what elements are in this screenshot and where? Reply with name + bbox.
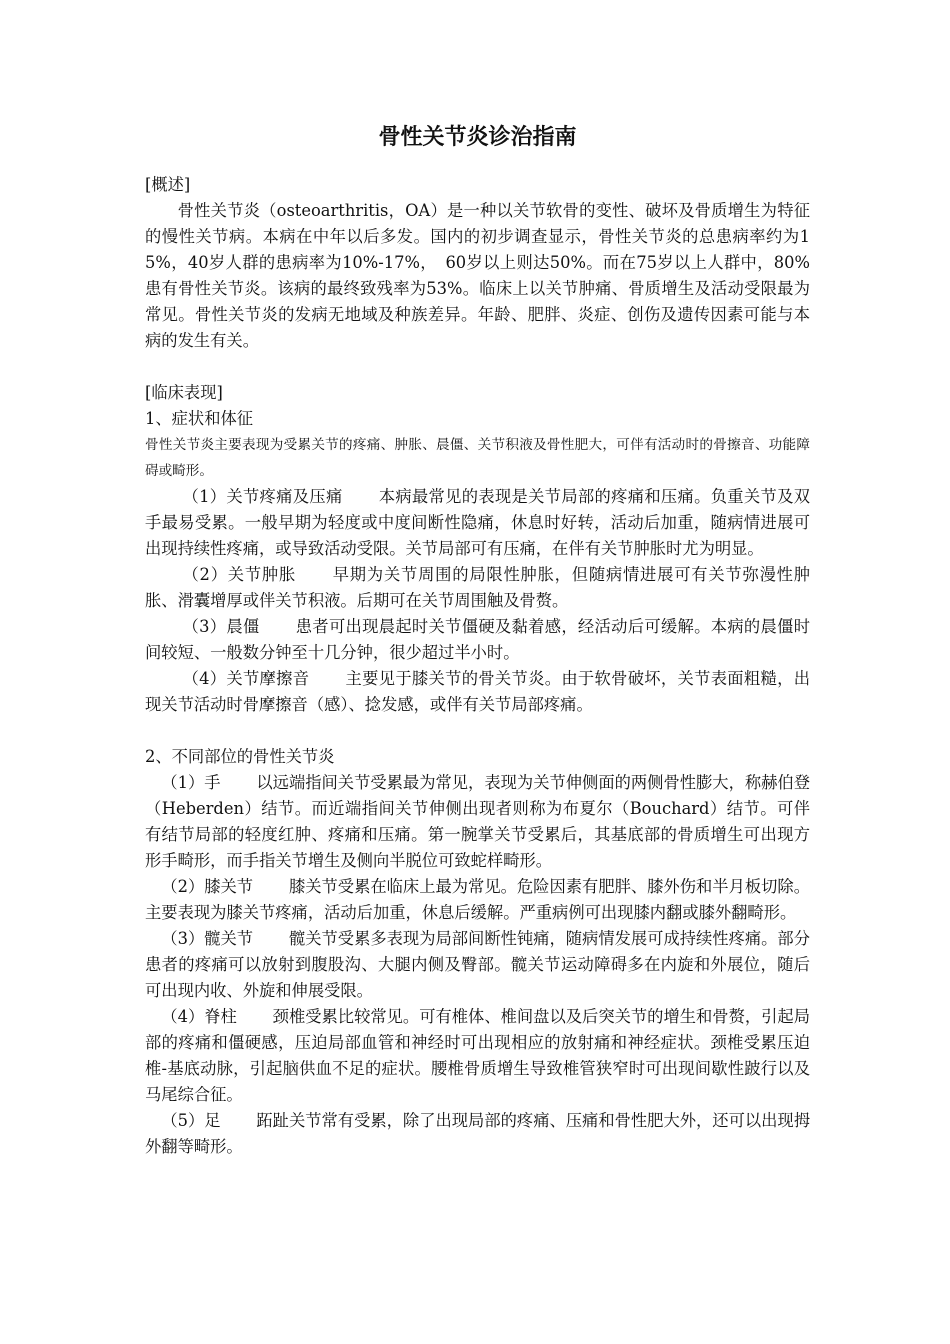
symptom-item-label: （2）关节肿胀: [182, 565, 297, 584]
symptom-item-label: （1）关节疼痛及压痛: [182, 487, 343, 506]
document-page: [145, 0, 810, 1344]
symptom-item: [145, 614, 810, 666]
symptom-item-text: 早期为关节周围的局限性肿胀，但随病情进展可有关节弥漫性肿胀、滑囊增厚或伴关节积液。后期可在关节周围触及骨赘。: [145, 565, 810, 610]
site-item: [145, 1004, 810, 1108]
site-item-text: 以远端指间关节受累最为常见，表现为关节伸侧面的两侧骨性膨大，称赫伯登（Heberden）结节。而近端指间关节伸侧出现者则称为布夏尔（Bouchard）结节。可伴有结节局部的轻度红肿、疼痛和压痛。第一腕掌关节受累后，其基底部的骨质增生可出现方形手畸形，而手指关节增生及侧向半脱位可致蛇样畸形。: [145, 773, 810, 870]
clinical-heading: [临床表现]: [145, 383, 223, 402]
site-item: [145, 770, 810, 874]
site-item-text: 跖趾关节常有受累，除了出现局部的疼痛、压痛和骨性肥大外，还可以出现拇外翻等畸形。: [145, 1111, 810, 1156]
symptom-item: [145, 562, 810, 614]
blank-line: [145, 718, 810, 744]
document-title: 骨性关节炎诊治指南: [378, 125, 577, 150]
section2-heading: 2、不同部位的骨性关节炎: [145, 747, 335, 766]
section1-intro: 骨性关节炎主要表现为受累关节的疼痛、肿胀、晨僵、关节积液及骨性肥大，可伴有活动时的骨擦音、功能障碍或畸形。: [145, 437, 810, 479]
site-item-label: （2）膝关节: [161, 877, 254, 896]
site-item-label: （5）足: [161, 1111, 221, 1130]
overview-heading: [概述]: [145, 175, 191, 194]
site-item-text: 髋关节受累多表现为局部间断性钝痛，随病情发展可成持续性疼痛。部分患者的疼痛可以放射到腹股沟、大腿内侧及臀部。髋关节运动障碍多在内旋和外展位，随后可出现内收、外旋和伸展受限。: [145, 929, 810, 1000]
site-item-label: （1）手: [161, 773, 221, 792]
symptom-item-text: 本病最常见的表现是关节局部的疼痛和压痛。负重关节及双手最易受累。一般早期为轻度或中度间断性隐痛，休息时好转，活动后加重，随病情进展可出现持续性疼痛，或导致活动受限。关节局部可有压痛，在伴有关节肿胀时尤为明显。: [145, 487, 810, 558]
overview-paragraph: 骨性关节炎（osteoarthritis，OA）是一种以关节软骨的变性、破坏及骨质增生为特征的慢性关节病。本病在中年以后多发。国内的初步调查显示，骨性关节炎的总患病率约为15%，40岁人群的患病率为10%-17%， 60岁以上则达50%。而在75岁以上人群中，80%患有骨性关节炎。该病的最终致残率为53%。临床上以关节肿痛、骨质增生及活动受限最为常见。骨性关节炎的发病无地域及种族差异。年龄、肥胖、炎症、创伤及遗传因素可能与本病的发生有关。: [145, 201, 810, 350]
document-body: [145, 172, 810, 1160]
site-item: [145, 1108, 810, 1160]
blank-line: [145, 354, 810, 380]
symptom-item-text: 患者可出现晨起时关节僵硬及黏着感，经活动后可缓解。本病的晨僵时间较短、一般数分钟至十几分钟，很少超过半小时。: [145, 617, 810, 662]
symptom-item-label: （4）关节摩擦音: [182, 669, 310, 688]
symptom-item: [145, 484, 810, 562]
site-item: [145, 874, 810, 926]
symptom-item-text: 主要见于膝关节的骨关节炎。由于软骨破坏，关节表面粗糙，出现关节活动时骨摩擦音（感）、捻发感，或伴有关节局部疼痛。: [145, 669, 810, 714]
symptom-item-label: （3）晨僵: [182, 617, 260, 636]
section1-heading: 1、症状和体征: [145, 409, 254, 428]
site-item-text: 膝关节受累在临床上最为常见。危险因素有肥胖、膝外伤和半月板切除。主要表现为膝关节疼痛，活动后加重，休息后缓解。严重病例可出现膝内翻或膝外翻畸形。: [145, 877, 810, 922]
symptom-item: [145, 666, 810, 718]
site-item-text: 颈椎受累比较常见。可有椎体、椎间盘以及后突关节的增生和骨赘，引起局部的疼痛和僵硬感，压迫局部血管和神经时可出现相应的放射痛和神经症状。颈椎受累压迫椎-基底动脉，引起脑供血不足的症状。腰椎骨质增生导致椎管狭窄时可出现间歇性跛行以及马尾综合征。: [145, 1007, 810, 1104]
site-item-label: （4）脊柱: [161, 1007, 237, 1026]
site-item: [145, 926, 810, 1004]
site-item-label: （3）髋关节: [161, 929, 254, 948]
